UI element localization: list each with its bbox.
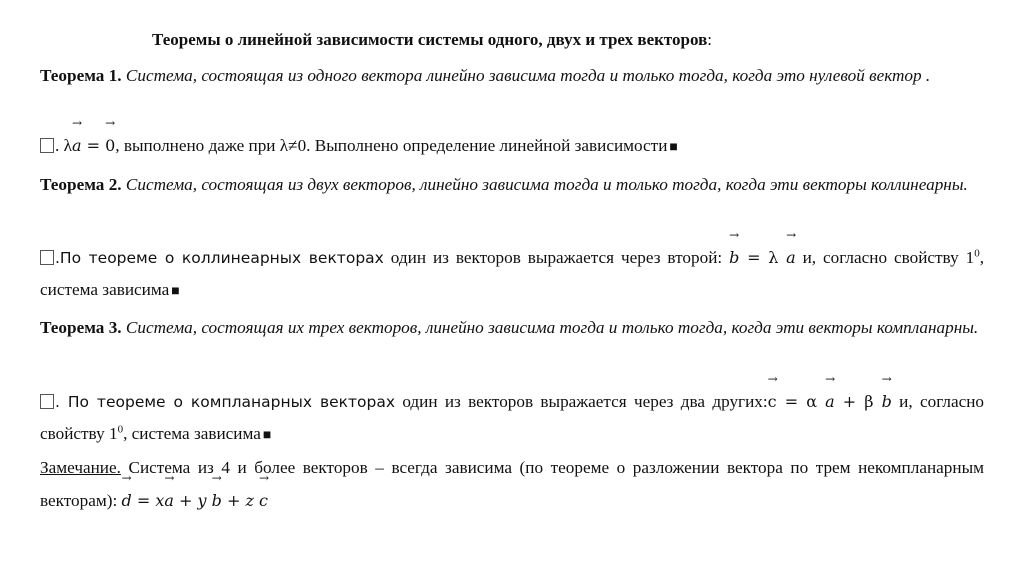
qed-mark: ■ xyxy=(171,284,180,299)
theorem-3-text: Система, состоящая их трех векторов, линейно зависима тогда и только тогда, когда эти векторы компланарны. xyxy=(121,318,979,337)
proof-3-start: . По теореме о компланарных векторах xyxy=(55,393,396,411)
vector-b: → b xyxy=(212,483,222,516)
vector-b: → b xyxy=(729,240,739,273)
qed-mark: ■ xyxy=(262,428,272,443)
vector-a: → a xyxy=(72,128,82,161)
proof-box-icon xyxy=(40,250,54,265)
theorem-2-text: Система, состоящая из двух векторов, линейно зависима тогда и только тогда, когда эти векторы коллинеарны. xyxy=(121,175,968,194)
proof-2-mid: один из векторов выражается через второй: xyxy=(383,248,730,267)
equals-x: = x xyxy=(131,491,165,510)
theorem-1-text: Система, состоящая из одного вектора линейно зависима тогда и только тогда, когда это нулевой вектор . xyxy=(121,66,931,85)
theorem-2-label: Теорема 2. xyxy=(40,175,122,194)
vector-d: → d xyxy=(122,483,132,516)
proof-box-icon xyxy=(40,394,54,409)
superscript-zero: 0 xyxy=(117,423,124,436)
vector-a: → a xyxy=(825,384,835,417)
theorem-3-statement xyxy=(40,312,984,343)
theorem-3-label: Теорема 3. xyxy=(40,318,122,337)
proof-1-text: , выполнено даже при λ≠0. Выполнено определение линейной зависимости xyxy=(115,136,668,155)
proof-3-mid: один из векторов выражается через два других: xyxy=(395,392,768,411)
plus-y: + y xyxy=(173,491,212,510)
plus-beta: + β xyxy=(834,392,882,411)
vector-a: → a xyxy=(786,240,796,273)
theorem-1-proof xyxy=(40,128,984,163)
theorem-1-statement xyxy=(40,60,984,91)
theorem-1-label: Теорема 1. xyxy=(40,66,122,85)
equals-sign: = xyxy=(81,136,106,155)
vector-b: → b xyxy=(882,384,892,417)
equals-alpha: = α xyxy=(776,392,826,411)
proof-2-tail: , система зависима xyxy=(40,248,985,299)
page-title xyxy=(152,30,712,50)
remark xyxy=(40,452,984,516)
proof-3-tail: , система зависима xyxy=(123,424,261,443)
theorem-2-statement xyxy=(40,169,984,200)
proof-1-prefix: . λ xyxy=(55,136,72,155)
proof-box-icon xyxy=(40,138,54,153)
theorem-2-proof xyxy=(40,240,984,307)
remark-text: Система из 4 и более векторов – всегда зависима (по теореме о разложении вектора по трем некомпланарным векторам): xyxy=(40,458,984,510)
superscript-zero: 0 xyxy=(974,247,980,260)
title-colon: : xyxy=(707,30,712,49)
equals-lambda: = λ xyxy=(739,248,787,267)
title-text: Теоремы о линейной зависимости системы одного, двух и трех векторов xyxy=(152,30,708,49)
proof-2-start: .По теореме о коллинеарных векторах xyxy=(55,249,384,267)
vector-c: → c xyxy=(768,384,777,417)
proof-2-end: и, согласно свойству 1 xyxy=(795,248,975,267)
qed-mark: ■ xyxy=(669,140,678,155)
plus-z: + z xyxy=(221,491,259,510)
theorem-3-proof xyxy=(40,384,984,451)
vector-c: → c xyxy=(259,483,268,516)
vector-zero: → 0 xyxy=(105,128,115,161)
vector-a: → a xyxy=(164,483,174,516)
remark-label: Замечание. xyxy=(40,458,121,477)
proof-3-end: и, согласно свойству 1 xyxy=(40,392,984,443)
